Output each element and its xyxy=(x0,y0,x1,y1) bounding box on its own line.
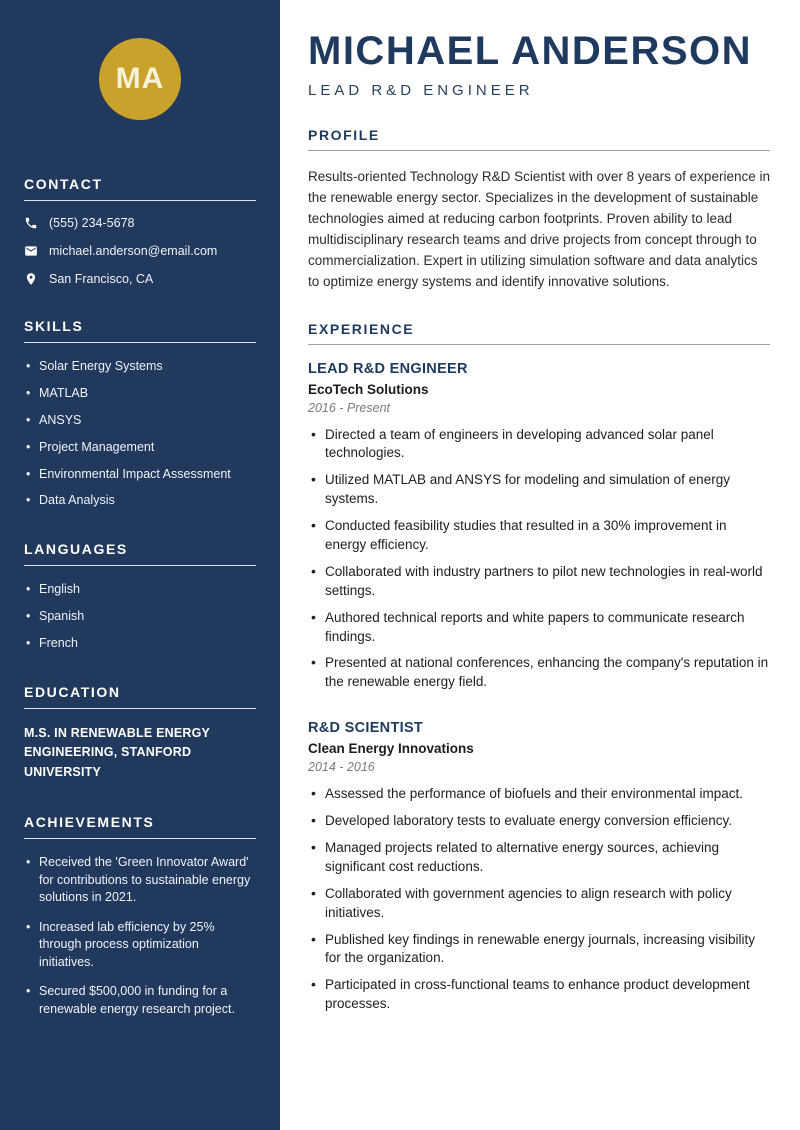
job-bullet: • Assessed the performance of biofuels and their environmental impact. xyxy=(308,785,770,804)
experience-job xyxy=(308,720,770,1014)
languages-section xyxy=(24,541,256,652)
job-bullet: • Presented at national conferences, enhancing the company's reputation in the renewable energy field. xyxy=(308,654,770,692)
skill-item: • Solar Energy Systems xyxy=(24,358,256,375)
languages-list xyxy=(24,581,256,652)
experience-section xyxy=(308,321,770,1015)
skills-section xyxy=(24,318,256,509)
contact-location xyxy=(24,272,256,286)
job-bullet: • Collaborated with industry partners to pilot new technologies in real-world settings. xyxy=(308,563,770,601)
profile-section-title: PROFILE xyxy=(308,127,770,151)
candidate-name: MICHAEL ANDERSON xyxy=(308,29,753,73)
skill-item: • Project Management xyxy=(24,439,256,456)
job-bullet: • Authored technical reports and white papers to communicate research findings. xyxy=(308,609,770,647)
contact-section-title: CONTACT xyxy=(24,176,256,201)
skills-section-title: SKILLS xyxy=(24,318,256,343)
job-bullet-list xyxy=(308,785,770,1014)
profile-section xyxy=(308,127,770,293)
education-section xyxy=(24,684,256,782)
achievement-item: • Received the 'Green Innovator Award' for contributions to sustainable energy solutions in 2021. xyxy=(24,854,256,907)
skill-item: • MATLAB xyxy=(24,385,256,402)
contact-email-text: michael.anderson@email.com xyxy=(49,244,218,258)
achievement-item: • Secured $500,000 in funding for a renewable energy research project. xyxy=(24,983,256,1018)
job-dates: 2014 - 2016 xyxy=(308,760,375,775)
job-bullet: • Directed a team of engineers in developing advanced solar panel technologies. xyxy=(308,426,770,464)
achievements-section xyxy=(24,814,256,1018)
job-bullet-list xyxy=(308,426,770,693)
skill-item: • Environmental Impact Assessment xyxy=(24,466,256,483)
language-item: • French xyxy=(24,635,256,652)
experience-section-title: EXPERIENCE xyxy=(308,321,770,345)
job-bullet: • Collaborated with government agencies to align research with policy initiatives. xyxy=(308,885,770,923)
sidebar xyxy=(0,0,280,1130)
achievements-section-title: ACHIEVEMENTS xyxy=(24,814,256,839)
job-bullet: • Participated in cross-functional teams to enhance product development processes. xyxy=(308,976,770,1014)
job-company: EcoTech Solutions xyxy=(308,381,429,397)
job-dates: 2016 - Present xyxy=(308,400,390,415)
achievement-item: • Increased lab efficiency by 25% through process optimization initiatives. xyxy=(24,919,256,972)
job-role: LEAD R&D ENGINEER xyxy=(308,360,468,377)
skill-item: • ANSYS xyxy=(24,412,256,429)
job-bullet: • Published key findings in renewable energy journals, increasing visibility for the organization. xyxy=(308,931,770,969)
email-icon xyxy=(24,244,38,258)
avatar: MA xyxy=(99,38,181,120)
main-content xyxy=(280,0,800,1130)
profile-text: Results-oriented Technology R&D Scientist with over 8 years of experience in the renewable energy sector. Specializes in the development of sustainable technologies aimed at reducing carbon footprints. Proven ability to lead multidisciplinary research teams and drive projects from concept through to commercialization. Expert in utilizing simulation software and data analytics to optimize energy systems and identify innovative solutions. xyxy=(308,169,770,289)
job-bullet: • Developed laboratory tests to evaluate energy conversion efficiency. xyxy=(308,812,770,831)
contact-location-text: San Francisco, CA xyxy=(49,272,154,286)
contact-phone-text: (555) 234-5678 xyxy=(49,216,135,230)
skill-item: • Data Analysis xyxy=(24,492,256,509)
job-bullet: • Managed projects related to alternative energy sources, achieving significant cost reductions. xyxy=(308,839,770,877)
contact-email xyxy=(24,244,256,258)
skills-list xyxy=(24,358,256,509)
job-bullet: • Utilized MATLAB and ANSYS for modeling and simulation of energy systems. xyxy=(308,471,770,509)
language-item: • English xyxy=(24,581,256,598)
achievements-list xyxy=(24,854,256,1018)
candidate-job-title: LEAD R&D ENGINEER xyxy=(308,82,534,99)
language-item: • Spanish xyxy=(24,608,256,625)
languages-section-title: LANGUAGES xyxy=(24,541,256,566)
location-icon xyxy=(24,272,38,286)
job-role: R&D SCIENTIST xyxy=(308,720,424,737)
job-company: Clean Energy Innovations xyxy=(308,741,474,757)
experience-job xyxy=(308,361,770,693)
job-bullet: • Conducted feasibility studies that resulted in a 30% improvement in energy efficiency. xyxy=(308,517,770,555)
education-section-title: EDUCATION xyxy=(24,684,256,709)
phone-icon xyxy=(24,216,38,230)
education-degree: M.S. IN RENEWABLE ENERGY ENGINEERING, STANFORD UNIVERSITY xyxy=(24,725,210,779)
contact-section xyxy=(24,176,256,286)
contact-phone xyxy=(24,216,256,230)
